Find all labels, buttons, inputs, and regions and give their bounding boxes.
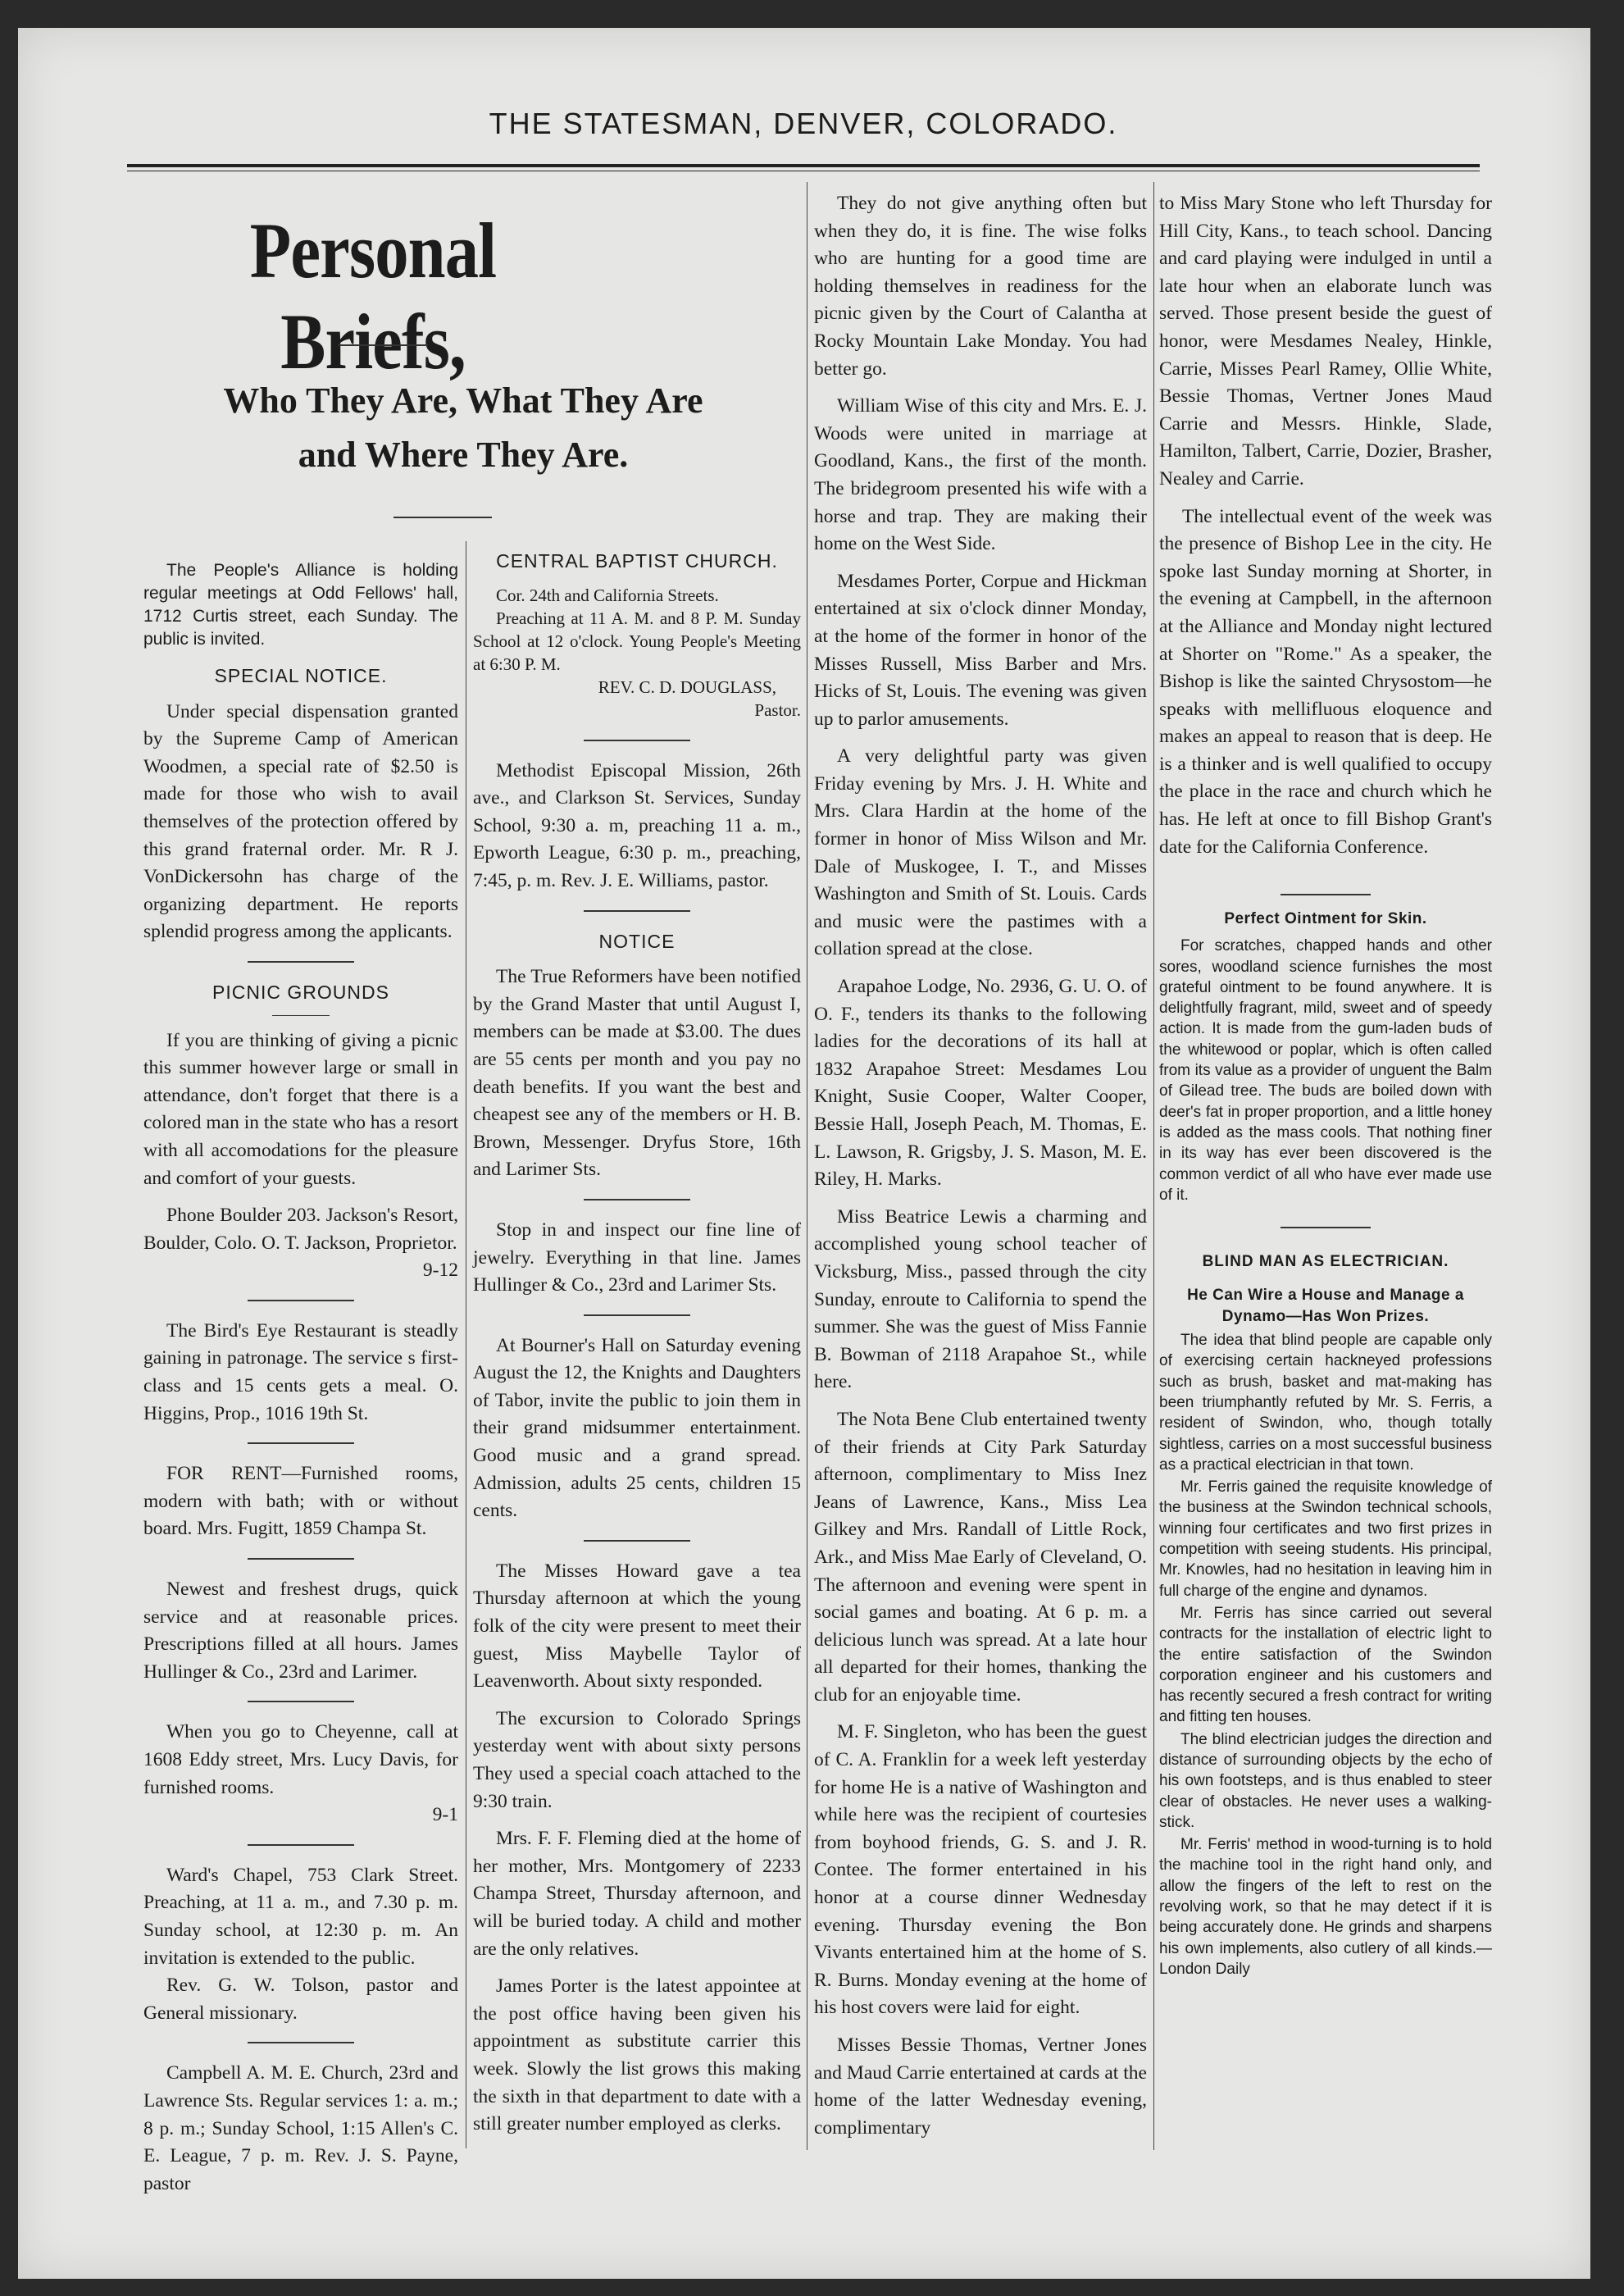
- special-notice-heading: SPECIAL NOTICE.: [214, 665, 388, 686]
- central-baptist-pastor-title: Pastor.: [754, 699, 801, 720]
- title-separator: [338, 344, 428, 346]
- separator: [1281, 894, 1371, 895]
- column-4-small: [1159, 894, 1492, 1981]
- wards-chapel-pastor: Rev. G. W. Tolson, pastor and General missionary.: [143, 1975, 458, 2024]
- separator: [584, 1540, 690, 1542]
- column-4: [1159, 190, 1492, 871]
- peoples-alliance-notice: The People's Alliance is holding regular meetings at Odd Fellows' hall, 1712 Curtis street, each Sunday. The public is invited.: [143, 561, 458, 649]
- subtitle-line-1: Who They Are, What They Are: [223, 380, 703, 421]
- separator: [584, 740, 690, 741]
- bourners-hall: At Bourner's Hall on Saturday evening August the 12, the Knights and Daughters of Tabor, invite the public to join them in their grand midsummer entertainment. Good music and a grand spread. Admission, adults 25 cents, children 15 cents.: [473, 1334, 801, 1522]
- singleton-visit: M. F. Singleton, who has been the guest of C. A. Franklin for a week left yesterday for home He is a native of Washington and while here was the recipient of courtesies from boyhood friends, G. S. and J. R. Contee. The former entertained in his honor at a course dinner Wednesday evening. Thursday evening the Bon Vivants entertained him at the home of S. R. Burns. Monday evening at the home of his host covers were laid for eight.: [814, 1721, 1147, 2019]
- cheyenne-rooms: When you go to Cheyenne, call at 1608 Eddy street, Mrs. Lucy Davis, for furnished rooms.: [143, 1721, 458, 1798]
- column-3: [814, 190, 1147, 2152]
- dinner-monday: Mesdames Porter, Corpue and Hickman entertained at six o'clock dinner Monday, at the home of the former in honor of the Misses Russell, Miss Barber and Mrs. Hicks of St, Louis. The evening was given up to parlor amusements.: [814, 570, 1147, 730]
- jewelry-ad: Stop in and inspect our fine line of jewelry. Everything in that line. James Hullinger & Co., 23rd and Larimer Sts.: [473, 1219, 801, 1296]
- misses-howard: The Misses Howard gave a tea Thursday afternoon at which the young folk of the city were present to meet their guest, Miss Maybelle Taylor of Leavenworth. About sixty responded.: [473, 1560, 801, 1692]
- section-title: Personal Briefs,: [249, 207, 497, 385]
- separator: [584, 1314, 690, 1316]
- blind-electrician-p1: The idea that blind people are capable only of exercising certain hackneyed professions such as brush, basket and mat-making has been triumphantly refuted by Mr. S. Ferris, a resident of Swindon, who, though totally sightless, carries on a most successful business as a practical electrician in that town.: [1159, 1332, 1492, 1474]
- section-subtitle: [123, 374, 803, 482]
- drugs-ad: Newest and freshest drugs, quick service and at reasonable prices. Prescriptions filled at all hours. James Hullinger & Co., 23rd and Larimer.: [143, 1578, 458, 1683]
- separator: [248, 1442, 354, 1444]
- separator: [1281, 1227, 1371, 1228]
- blind-electrician-p3: Mr. Ferris has since carried out several contracts for the installation of electric light to the entire satisfaction of the Swindon corporation engineer and his customers and has recently secured a fresh contract for writing and fitting ten houses.: [1159, 1604, 1492, 1726]
- for-rent: FOR RENT—Furnished rooms, modern with bath; with or without board. Mrs. Fugitt, 1859 Champa St.: [143, 1463, 458, 1540]
- birds-eye-restaurant: The Bird's Eye Restaurant is steadly gaining in patronage. The service s first-class and 15 cents gets a meal. O. Higgins, Prop., 1016 19th St.: [143, 1319, 458, 1424]
- blind-electrician-p5: Mr. Ferris' method in wood-turning is to hold the machine tool in the right hand only, and allow the fingers of the left to rest on the revolving work, so that he may detect if it is being accurately done. He grinds and sharpens his own implements, also cutlery of all kinds.—London Daily: [1159, 1836, 1492, 1978]
- blind-electrician-subheading: He Can Wire a House and Manage a Dynamo—Has Won Prizes.: [1187, 1287, 1464, 1325]
- picnic-grounds-heading: PICNIC GROUNDS: [212, 981, 389, 1003]
- ointment-article: For scratches, chapped hands and other sores, woodland science furnishes the most grateful ointment to be found anywhere. It is delightfully fragrant, mild, sweet and of speedy action. It is made from the gum-laden buds of the whitewood or poplar, which is often called from its value as a provider of unguent the Balm of Gilead tree. The buds are boiled down with deer's fat in proper proportion, and a little honey is added as the mass cools. That nothing finer in its way has ever been discovered is the common verdict of all who have ever made use of it.: [1159, 937, 1492, 1204]
- separator: [584, 910, 690, 912]
- wise-woods-marriage: William Wise of this city and Mrs. E. J. Woods were united in marriage at Goodland, Kans., the first of the month. The bridegroom presented his wife with a horse and trap. They are making their home on the West Side.: [814, 395, 1147, 555]
- true-reformers-notice: The True Reformers have been notified by the Grand Master that until August I, members can be made at $3.00. The dues are 55 cents per month and you pay no death benefits. If you want the best and cheapest see any of the members or H. B. Brown, Messenger. Dryfus Store, 16th and Larimer Sts.: [473, 966, 801, 1181]
- delightful-party: A very delightful party was given Friday evening by Mrs. J. H. White and Mrs. Clara Hardin at the home of the former in honor of Miss Wilson and Mr. Dale of Muskogee, I. T., and Misses Washington and Smith of St. Louis. Cards and music were the pastimes with a collation spread at the close.: [814, 745, 1147, 960]
- jackson-resort-code: 9-12: [422, 1260, 458, 1282]
- blind-electrician-heading: BLIND MAN AS ELECTRICIAN.: [1202, 1253, 1449, 1271]
- column-rule-3: [1153, 182, 1154, 2150]
- separator: [248, 961, 354, 963]
- james-porter: James Porter is the latest appointee at the post office having been given his appointment as substitute carrier this week. Slowly the list grows this making the sixth in that department to date with a still greater number employed as clerks.: [473, 1975, 801, 2135]
- central-baptist-heading: CENTRAL BAPTIST CHURCH.: [496, 550, 778, 572]
- woodmen-notice: Under special dispensation granted by the Supreme Camp of American Woodmen, a special rate of $2.50 is made for those who wish to avail themselves of the protection offered by this grand fraternal order. Mr. R J. VonDickersohn has charge of the organizing department. He reports splendid progress among the applicants.: [143, 700, 458, 943]
- wards-chapel: Ward's Chapel, 753 Clark Street. Preaching, at 11 a. m., and 7.30 p. m. Sunday school, at 12:30 p. m. An invitation is extended to the public.: [143, 1864, 458, 1969]
- nota-bene-club: The Nota Bene Club entertained twenty of their friends at City Park Saturday afternoon, complimentary to Miss Inez Jeans of Lawrence, Kans., Miss Lea Gilkey and Mrs. Randall of Little Rock, Ark., and Miss Mae Early of Cleveland, O. The afternoon and evening were spent in social games and boating. At 6 p. m. a delicious lunch was spread. At a late hour all departed for their homes, thanking the club for an enjoyable time.: [814, 1408, 1147, 1706]
- separator: [248, 1300, 354, 1301]
- separator: [248, 1558, 354, 1560]
- subtitle-line-2: and Where They Are.: [298, 435, 629, 475]
- beatrice-lewis: Miss Beatrice Lewis a charming and accomplished young school teacher of Vicksburg, Miss., passed through the city Sunday, enroute to California to spend the summer. She was the guest of Miss Fannie B. Bowman of 2118 Arapahoe St., while here.: [814, 1205, 1147, 1393]
- separator: [272, 1015, 330, 1016]
- excursion: The excursion to Colorado Springs yesterday went with about sixty persons They used a special coach attached to the 9:30 train.: [473, 1707, 801, 1812]
- mary-stone: to Miss Mary Stone who left Thursday for Hill City, Kans., to teach school. Dancing and card playing were indulged in until a late hour when an elaborate lunch was served. Those present beside the guest of honor, were Mesdames Nealey, Hinkle, Carrie, Misses Pearl Ramey, Ollie White, Bessie Thomas, Vertner Jones Maud Carrie and Messrs. Hinkle, Slade, Hamilton, Talbert, Carrie, Dozier, Brasher, Nealey and Carrie.: [1159, 193, 1492, 490]
- blind-electrician-p2: Mr. Ferris gained the requisite knowledge of the business at the Swindon technical schools, winning four certificates and two first prizes in competition with seeing students. His principal, Mr. Knowles, had no hesitation in leaving him in full charge of the engine and dynamos.: [1159, 1478, 1492, 1600]
- central-baptist-pastor: REV. C. D. DOUGLASS,: [598, 676, 776, 697]
- column-2: [473, 548, 801, 2148]
- blind-electrician-p4: The blind electrician judges the direction and distance of surrounding objects by the echo of his own footsteps, and is thus enabled to steer clear of obstacles. He never uses a walking-stick.: [1159, 1730, 1492, 1831]
- campbell-church: Campbell A. M. E. Church, 23rd and Lawrence Sts. Regular services 1: a. m.; 8 p. m.; Sunday School, 1:15 Allen's C. E. League, 7 p. m. Rev. J. S. Payne, pastor: [143, 2062, 458, 2194]
- masthead: THE STATESMAN, DENVER, COLORADO.: [489, 107, 1118, 140]
- jackson-resort: Phone Boulder 203. Jackson's Resort, Boulder, Colo. O. T. Jackson, Proprietor.: [143, 1205, 458, 1254]
- notice-heading: NOTICE: [598, 930, 676, 952]
- subtitle-separator: [393, 517, 492, 518]
- fleming-death: Mrs. F. F. Fleming died at the home of her mother, Mrs. Montgomery of 2233 Champa Street, Thursday afternoon, and will be buried today. A child and mother are the only relatives.: [473, 1828, 801, 1960]
- separator: [248, 1844, 354, 1846]
- central-baptist-address: Cor. 24th and California Streets.: [496, 585, 719, 605]
- cards-party: Misses Bessie Thomas, Vertner Jones and Maud Carrie entertained at cards at the home of the latter Wednesday evening, complimentary: [814, 2034, 1147, 2139]
- column-1: [143, 559, 458, 2207]
- separator: [584, 1199, 690, 1200]
- bishop-lee: The intellectual event of the week was the presence of Bishop Lee in the city. He spoke last Sunday morning at Shorter, in the evening at Campbell, in the afternoon at the Alliance and Monday night lectured at Shorter on "Rome." As a speaker, the Bishop is like the sainted Chrysostom—he speaks with mellifluous eloquence and makes an appeal to reason that is deep. He is a thinker and is well qualified to occupy the place in the race and church which he has. He left at once to fill Bishop Grant's date for the California Conference.: [1159, 505, 1492, 858]
- methodist-mission: Methodist Episcopal Mission, 26th ave., and Clarkson St. Services, Sunday School, 9:30 a. m, preaching 11 a. m., Epworth League, 6:30 p. m., preaching, 7:45, p. m. Rev. J. E. Williams, pastor.: [473, 759, 801, 891]
- arapahoe-lodge: Arapahoe Lodge, No. 2936, G. U. O. of O. F., tenders its thanks to the following ladies for the decorations of its hall at 1832 Arapahoe Street: Mesdames Lou Knight, Susie Cooper, Walter Cooper, Bessie Hall, Joseph Peach, M. Thomas, E. L. Lawson, R. Grigsby, J. S. Mason, M. E. Riley, H. Marks.: [814, 976, 1147, 1191]
- cheyenne-rooms-code: 9-1: [432, 1804, 458, 1826]
- central-baptist-services: Preaching at 11 A. M. and 8 P. M. Sunday School at 12 o'clock. Young People's Meeting at 6:30 P. M.: [473, 608, 801, 674]
- separator: [248, 1701, 354, 1702]
- separator: [248, 2042, 354, 2043]
- calantha-picnic: They do not give anything often but when they do, it is fine. The wise folks who are hunting for a good time are holding themselves in readiness for the picnic given by the Court of Calantha at Rocky Mountain Lake Monday. You had better go.: [814, 193, 1147, 380]
- masthead-rule: [127, 164, 1480, 167]
- ointment-heading: Perfect Ointment for Skin.: [1224, 910, 1427, 927]
- picnic-notice: If you are thinking of giving a picnic this summer however large or small in attendance, don't forget that there is a colored man in the state who has a resort with all accomodations for the pleasure and comfort of your guests.: [143, 1029, 458, 1189]
